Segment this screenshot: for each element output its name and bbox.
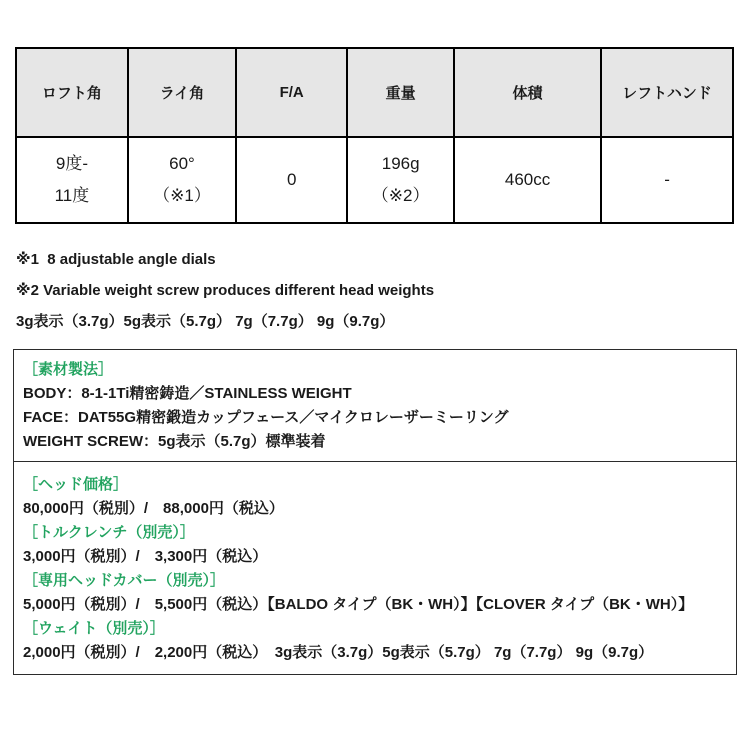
weight-option-heading: ［ウェイト（別売）］ [23, 620, 165, 637]
spec-table [15, 47, 734, 224]
lie-line-2: （※1） [153, 186, 211, 205]
material-section [14, 350, 736, 461]
torque-wrench-price: 3,000円（税別）/ 3,300円（税込） [23, 548, 268, 565]
material-line-body: BODY：8-1-1Ti精密鋳造／STAINLESS WEIGHT [23, 385, 352, 402]
weight-line-2: （※2） [371, 186, 430, 205]
column-header-fa: F/A [236, 48, 347, 137]
footnote-1: ※1 8 adjustable angle dials [16, 251, 216, 268]
left-hand-value: - [664, 170, 670, 189]
lie-line-1: 60° [169, 154, 195, 173]
weight-option-price: 2,000円（税別）/ 2,200円（税込） 3g表示（3.7g）5g表示（5.7g） 7g（7.7g） 9g（9.7g） [23, 644, 654, 661]
head-price-value: 80,000円（税別）/ 88,000円（税込） [23, 500, 284, 517]
spec-cell-volume [454, 137, 601, 223]
spec-cell-left-hand [601, 137, 733, 223]
column-header-loft-angle: ロフト角 [16, 48, 128, 137]
spec-cell-weight [347, 137, 454, 223]
spec-cell-loft-angle [16, 137, 128, 223]
spec-header-row [16, 48, 733, 137]
spec-cell-fa [236, 137, 347, 223]
column-header-lie-angle: ライ角 [128, 48, 236, 137]
fa-value: 0 [286, 170, 297, 189]
details-panel [13, 349, 737, 675]
spec-value-row [16, 137, 733, 223]
column-header-left-hand: レフトハンド [601, 48, 733, 137]
head-cover-heading: ［専用ヘッドカバー（別売）］ [23, 572, 226, 589]
loft-line-1: 9度- [55, 154, 88, 173]
head-cover-price: 5,000円（税別）/ 5,500円（税込）【BALDO タイプ（BK・WH）】【CLOVER タイプ（BK・WH）】 [23, 596, 694, 613]
footnote-2: ※2 Variable weight screw produces different head weights [16, 282, 435, 299]
material-line-weight-screw: WEIGHT SCREW：5g表示（5.7g）標準装着 [23, 433, 326, 450]
head-price-heading: ［ヘッド価格］ [23, 476, 129, 493]
footnotes [16, 244, 750, 337]
pricing-section [14, 461, 736, 674]
weight-line-1: 196g [381, 154, 420, 173]
footnote-weight-options: 3g表示（3.7g）5g表示（5.7g） 7g（7.7g） 9g（9.7g） [16, 313, 395, 330]
volume-value: 460cc [504, 170, 551, 189]
material-section-heading: ［素材製法］ [23, 361, 114, 378]
column-header-volume: 体積 [454, 48, 601, 137]
loft-line-2: 11度 [54, 186, 90, 205]
column-header-weight: 重量 [347, 48, 454, 137]
torque-wrench-heading: ［トルクレンチ（別売）］ [23, 524, 195, 541]
material-line-face: FACE：DAT55G精密鍛造カップフェース／マイクロレーザーミーリング [23, 409, 509, 426]
spec-cell-lie-angle [128, 137, 236, 223]
